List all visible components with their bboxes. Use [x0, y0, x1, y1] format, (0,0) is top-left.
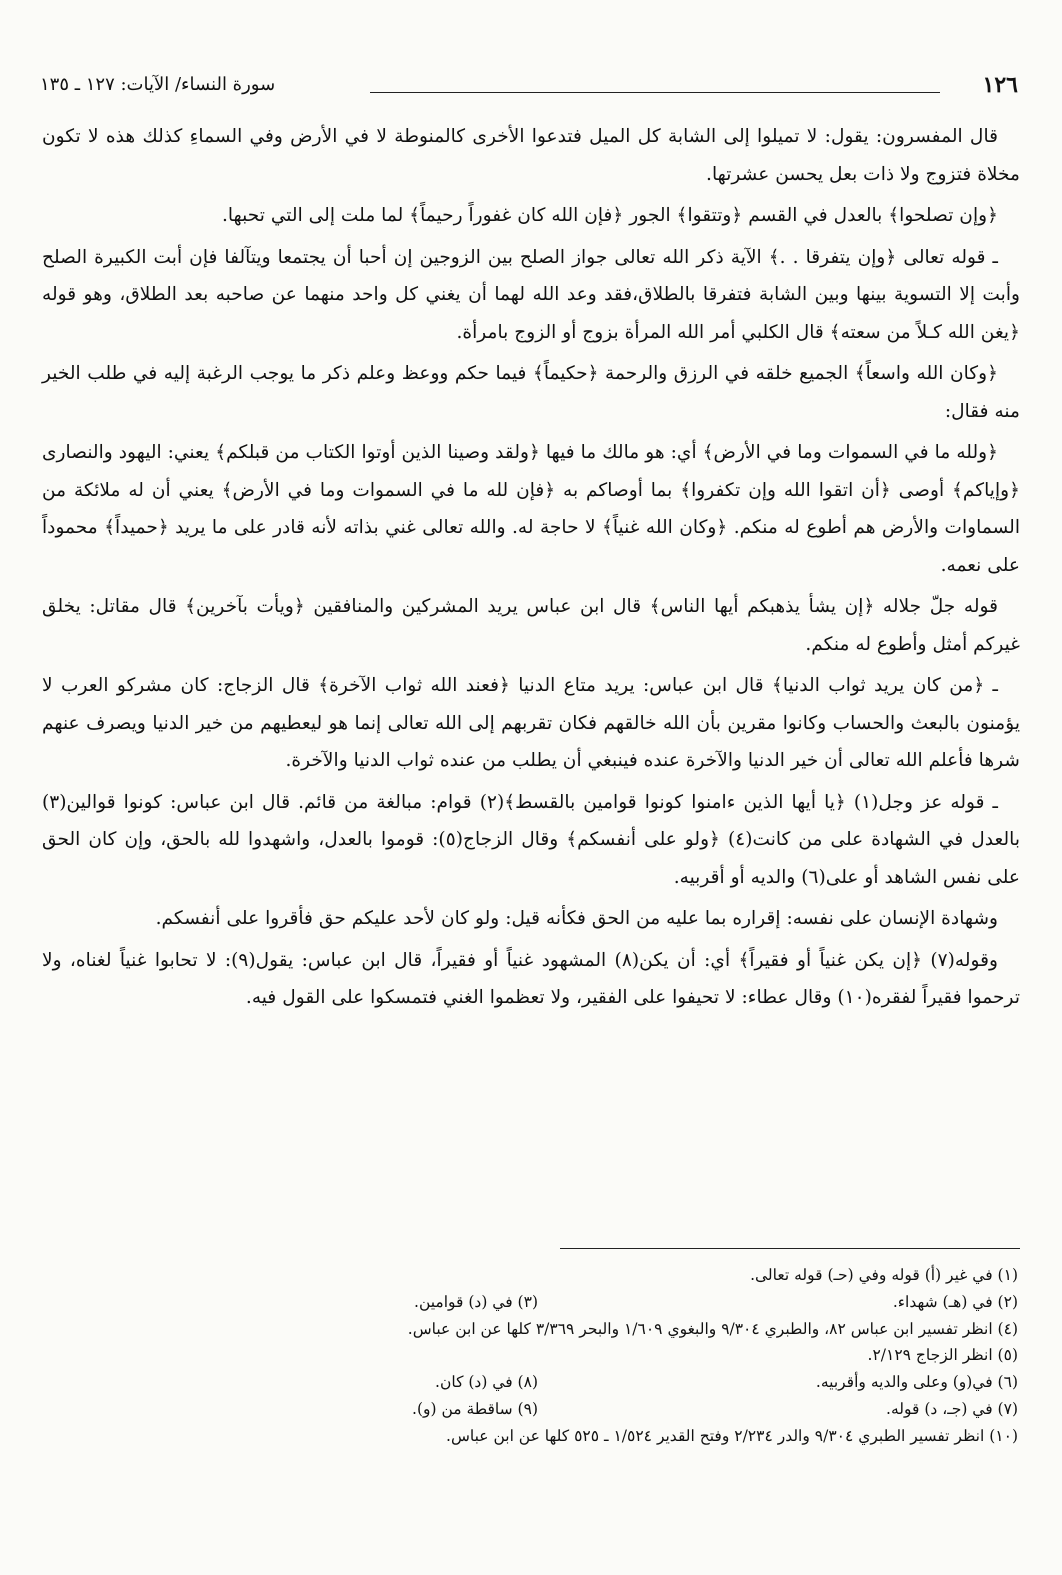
footnote-row [60, 1396, 1018, 1423]
footnote-10: (١٠) انظر تفسير الطبري ٩/٣٠٤ والدر ٢/٢٣٤ وفتح القدير ١/٥٢٤ ـ ٥٢٥ كلها عن ابن عباس. [446, 1426, 1018, 1445]
paragraph-9: وشهادة الإنسان على نفسه: إقراره بما عليه من الحق فكأنه قيل: ولو كان لأحد عليكم حق فأقروا على أنفسكم. [155, 908, 998, 929]
paragraph-10: وقوله(٧) ﴿إن يكن غنياً أو فقيراً﴾ أي: أن يكن(٨) المشهود غنياً أو فقيراً، قال ابن عباس: يقول(٩): لا تحابوا غنياً لغناه، ولا ترحموا فقيراً لفقره(١٠) وقال عطاء: لا تحيفوا على الفقير، ولا تعظموا الغني فتمسكوا على القول فيه. [42, 949, 1020, 1008]
paragraph-7: ـ ﴿من كان يريد ثواب الدنيا﴾ قال ابن عباس: يريد متاع الدنيا ﴿فعند الله ثواب الآخرة﴾ قال الزجاج: كان مشركو العرب لا يؤمنون بالبعث والحساب وكانوا مقرين بأن الله خالقهم فكان تقربهم إلى الله تعالى إنما هو ليعطيهم من خير الدنيا ويصرف عنهم شرها فأعلم الله تعالى أن خير الدنيا والآخرة عنده فينبغي أن يطلب من عنده ثواب الدنيا والآخرة. [42, 675, 1020, 771]
paragraph-1: قال المفسرون: يقول: لا تميلوا إلى الشابة كل الميل فتدعوا الأخرى كالمنوطة لا في الأرض وفي السماءِ كذلك هذه لا تكون مخلاة فتزوج ولا ذات بعل يحسن عشرتها. [42, 126, 1020, 185]
footnote-2: (٢) في (هـ) شهداء. [892, 1292, 1018, 1311]
footnote-rule [560, 1248, 1020, 1249]
footnote-8: (٨) في (د) كان. [435, 1373, 538, 1392]
paragraph-3: ـ قوله تعالى ﴿وإن يتفرقا . .﴾ الآية ذكر الله تعالى جواز الصلح بين الزوجين إن أحبا أن يجتمعا ويتآلفا فإن أبت الكبيرة الصلح وأبت إلا التسوية بينها وبين الشابة فتفرقا بالطلاق،فقد وعد الله لهما أن يغني كل واحد منهما عن صاحبه بعد الطلاق، وهو قوله ﴿يغن الله كـلاً من سعته﴾ قال الكلبي أمر الله المرأة بزوج أو الزوج بامرأة. [42, 246, 1020, 343]
footnote-5: (٥) انظر الزجاج ٢/١٢٩. [867, 1346, 1018, 1365]
footnote-row [60, 1289, 1018, 1316]
footnote-3: (٣) في (د) قوامين. [414, 1292, 538, 1311]
footnote-row [60, 1369, 1018, 1396]
paragraph-2: ﴿وإن تصلحوا﴾ بالعدل في القسم ﴿وتتقوا﴾ الجور ﴿فإن الله كان غفوراً رحيماً﴾ لما ملت إلى التي تحبها. [221, 205, 998, 226]
footnote-9: (٩) ساقطة من (و). [412, 1399, 538, 1418]
footnote-7: (٧) في (جـ، د) قوله. [886, 1399, 1018, 1418]
header-rule [370, 92, 940, 93]
paragraph-5: ﴿ولله ما في السموات وما في الأرض﴾ أي: هو مالك ما فيها ﴿ولقد وصينا الذين أوتوا الكتاب من قبلكم﴾ يعني: اليهود والنصارى ﴿وإياكم﴾ أوصى ﴿أن اتقوا الله وإن تكفروا﴾ بما أوصاكم به ﴿فإن لله ما في السموات وما في الأرض﴾ يعني أن له ملائكة من السماوات والأرض هم أطوع له منكم. ﴿وكان الله غنياً﴾ لا حاجة له. والله تعالى غني بذاته لأنه قادر على ما يريد ﴿حميداً﴾ محموداً على نعمه. [42, 442, 1020, 576]
footnotes [60, 1262, 1018, 1450]
footnote-6: (٦) في(و) وعلى والديه وأقربيه. [815, 1373, 1018, 1392]
page-number: ١٢٦ [982, 72, 1018, 98]
footnote-4: (٤) انظر تفسير ابن عباس ٨٢، والطبري ٩/٣٠٤ والبغوي ١/٦٠٩ والبحر ٣/٣٦٩ كلها عن ابن عباس. [407, 1319, 1018, 1338]
footnote-1: (١) في غير (أ) قوله وفي (حـ) قوله تعالى. [750, 1266, 1018, 1284]
paragraph-8: ـ قوله عز وجل(١) ﴿يا أيها الذين ءامنوا كونوا قوامين بالقسط﴾(٢) قوام: مبالغة من قائم. قال ابن عباس: كونوا قوالين(٣) بالعدل في الشهادة على من كانت(٤) ﴿ولو على أنفسكم﴾ وقال الزجاج(٥): قوموا بالعدل، واشهدوا لله بالحق، وإن كان الحق على نفس الشاهد أو على(٦) والديه أو أقربيه. [42, 791, 1021, 888]
paragraph-4: ﴿وكان الله واسعاً﴾ الجميع خلقه في الرزق والرحمة ﴿حكيماً﴾ فيما حكم ووعظ وعلم ذكر ما يوجب الرغبة إليه في طلب الخير منه فقال: [42, 363, 1020, 422]
paragraph-6: قوله جلّ جلاله ﴿إن يشأ يذهبكم أيها الناس﴾ قال ابن عباس يريد المشركين والمنافقين ﴿ويأت بآخرين﴾ قال مقاتل: يخلق غيركم أمثل وأطوع له منكم. [42, 596, 1020, 655]
page-header [40, 66, 1022, 106]
main-text [42, 118, 1020, 1021]
running-title: سورة النساء/ الآيات: ١٢٧ ـ ١٣٥ [40, 74, 276, 95]
